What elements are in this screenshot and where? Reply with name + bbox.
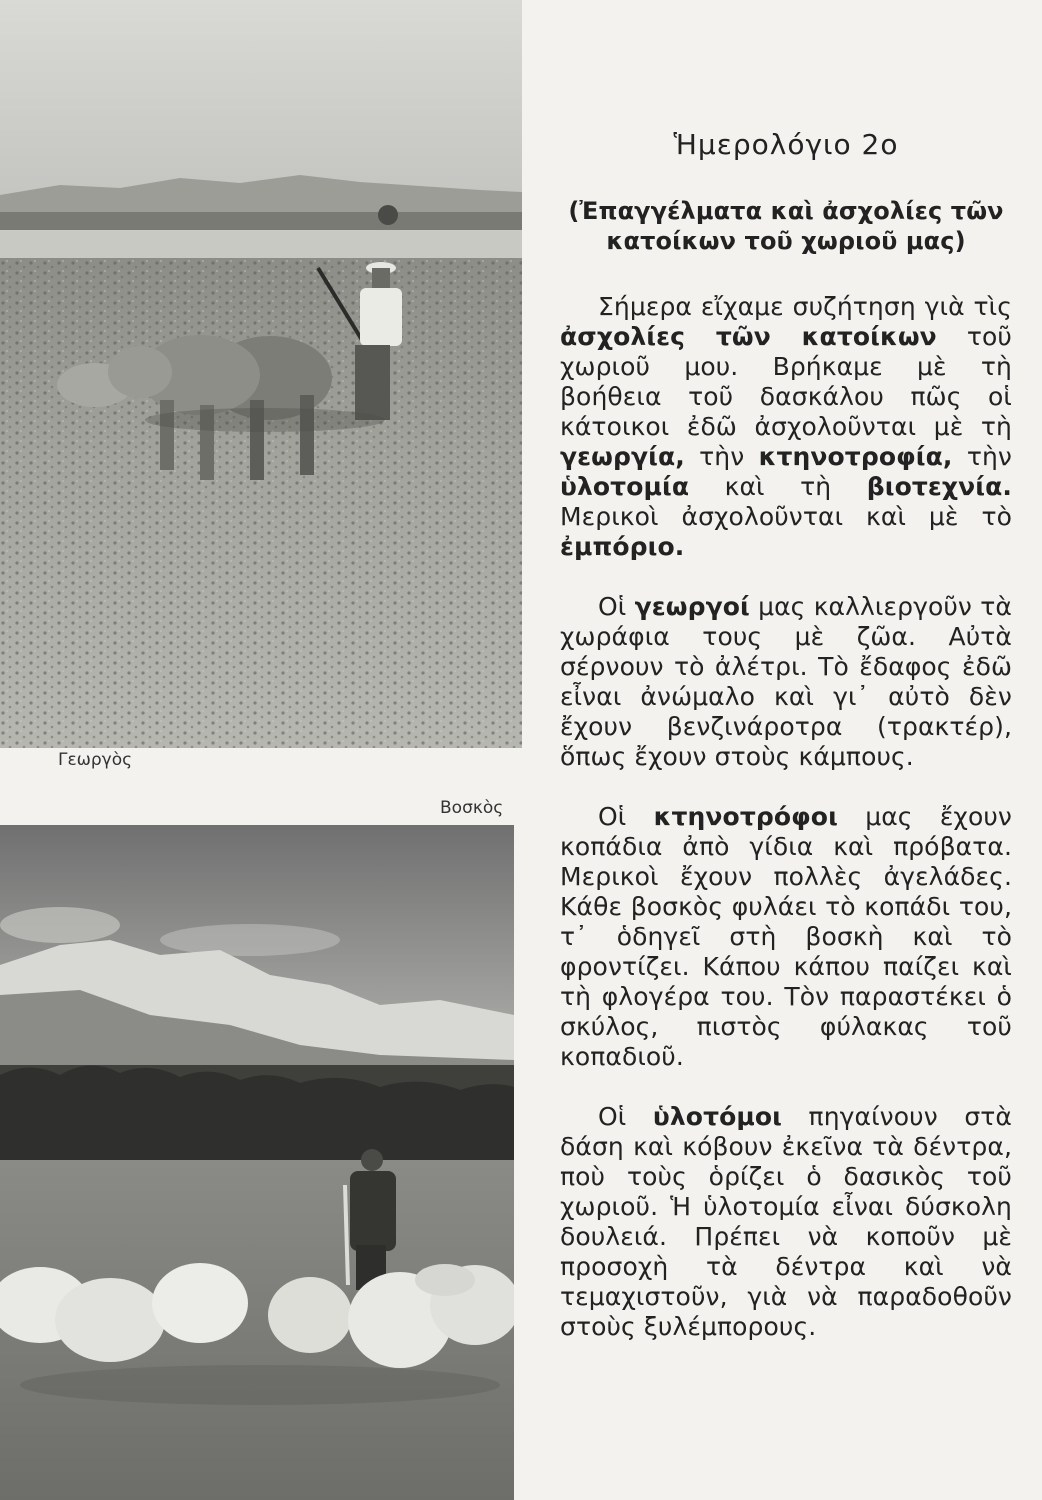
- paragraph-woodcutters: Οἱ ὑλοτόμοι πηγαίνουν στὰ δάση καὶ κόβουν ἐκεῖνα τὰ δέντρα, ποὺ τοὺς ὁρίζει ὁ δασικὸς τοῦ χωριοῦ. Ἡ ὑλοτομία εἶναι δύσκολη δουλειά. Πρέπει νὰ κοποῦν μὲ προσοχὴ τὰ δέντρα καὶ νὰ τεμαχιστοῦν, γιὰ νὰ παραδοθοῦν στοὺς ξυλέμπορους.: [560, 1102, 1012, 1341]
- page-title: Ἡμερολόγιο 2ο: [673, 128, 899, 161]
- farmer-caption: Γεωργὸς: [58, 750, 133, 770]
- page-subtitle: (Ἐπαγγέλματα καὶ ἀσχολίες τῶν κατοίκων τοῦ χωριοῦ μας): [568, 197, 1004, 255]
- shepherd-caption: Βοσκὸς: [440, 798, 504, 818]
- farmer-photo: [0, 0, 522, 748]
- shepherd-photo: [0, 825, 514, 1500]
- paragraph-occupations: Σήμερα εἴχαμε συζήτηση γιὰ τὶς ἀσχολίες τῶν κατοίκων τοῦ χωριοῦ μου. Βρήκαμε μὲ τὴ βοήθεια τοῦ δασκάλου πῶς οἱ κάτοικοι ἐδῶ ἀσχολοῦνται μὲ τὴ γεωργία, τὴν κτηνοτροφία, τὴν ὑλοτομία καὶ τὴ βιοτεχνία. Μερικοὶ ἀσχολοῦνται καὶ μὲ τὸ ἐμπόριο.: [560, 292, 1012, 561]
- paragraph-herders: Οἱ κτηνοτρόφοι μας ἔχουν κοπάδια ἀπὸ γίδια καὶ πρόβατα. Μερικοὶ ἔχουν πολλὲς ἀγελάδες. Κάθε βοσκὸς φυλάει τὸ κοπάδι του, τ᾽ ὁδηγεῖ στὴ βοσκὴ καὶ τὸ φροντίζει. Κάπου κάπου παίζει καὶ τὴ φλογέρα του. Τὸν παραστέκει ὁ σκύλος, πιστὸς φύλακας τοῦ κοπαδιοῦ.: [560, 802, 1012, 1071]
- paragraph-farmers: Οἱ γεωργοί μας καλλιεργοῦν τὰ χωράφια τους μὲ ζῶα. Αὐτὰ σέρνουν τὸ ἀλέτρι. Τὸ ἔδαφος ἐδῶ εἶναι ἀνώμαλο καὶ γι᾽ αὐτὸ δὲν ἔχουν βενζινάροτρα (τρακτέρ), ὅπως ἔχουν στοὺς κάμπους.: [560, 592, 1012, 771]
- article: [560, 130, 1012, 1372]
